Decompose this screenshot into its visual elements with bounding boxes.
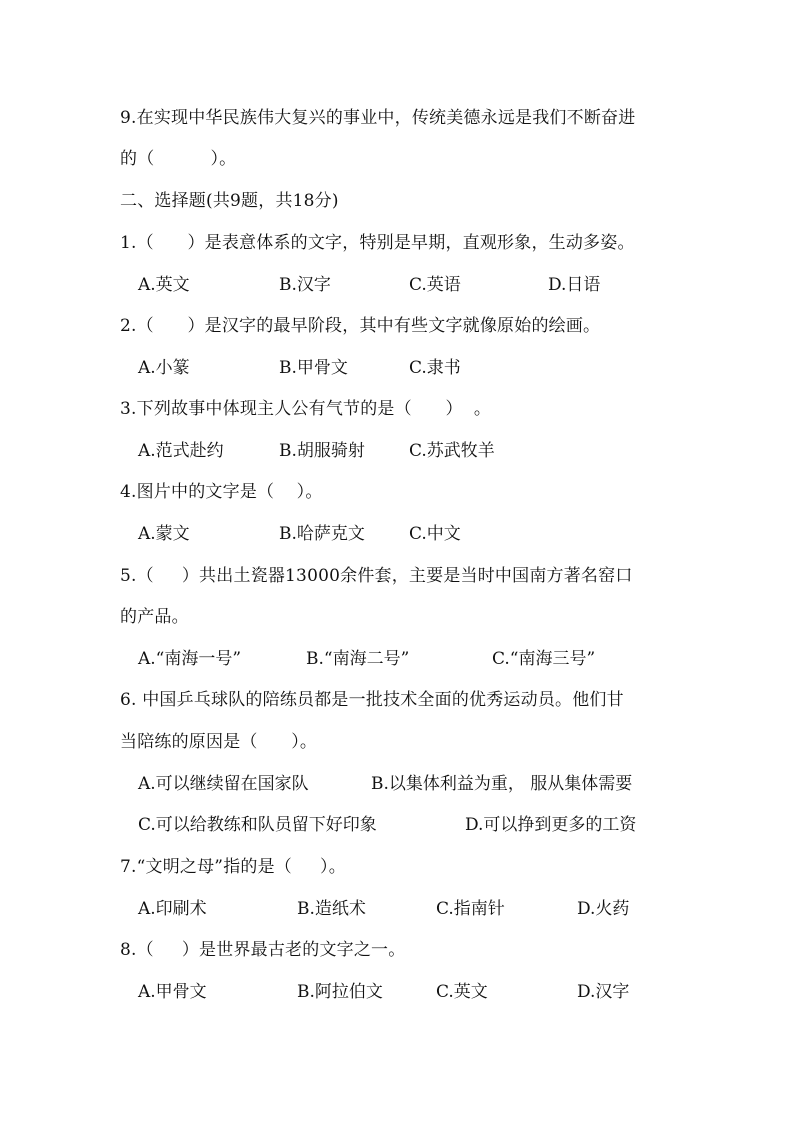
question-7-option-c: C.指南针 <box>436 899 505 919</box>
question-3-option-b: B.胡服骑射 <box>279 441 365 461</box>
question-6-stem: 6. 中国乒乓球队的陪练员都是一批技术全面的优秀运动员。他们甘 <box>120 690 624 710</box>
question-1-stem: 1.（ ）是表意体系的文字，特别是早期，直观形象，生动多姿。 <box>120 233 635 253</box>
question-7-option-d: D.火药 <box>577 899 630 919</box>
question-5-stem: 5.（ ）共出土瓷器13000余件套，主要是当时中国南方著名窑口 <box>120 566 633 586</box>
question-1-option-c: C.英语 <box>409 275 461 295</box>
question-6-option-d: D.可以挣到更多的工资 <box>465 815 637 835</box>
question-2-option-c: C.隶书 <box>409 358 461 378</box>
question-7-option-a: A.印刷术 <box>138 899 207 919</box>
question-5-option-a: A.“南海一号” <box>138 649 242 669</box>
question-4-option-b: B.哈萨克文 <box>279 524 365 544</box>
section-title: 二、选择题(共9题，共18分) <box>120 191 339 211</box>
question-1-option-d: D.日语 <box>548 275 601 295</box>
question-4-option-c: C.中文 <box>409 524 461 544</box>
question-6-option-a: A.可以继续留在国家队 <box>138 774 309 794</box>
question-5-stem-continued: 的产品。 <box>120 607 189 627</box>
question-8-option-b: B.阿拉伯文 <box>297 982 383 1002</box>
question-8-stem: 8.（ ）是世界最古老的文字之一。 <box>120 940 406 960</box>
question-3-option-a: A.范式赴约 <box>138 441 224 461</box>
question-3-option-c: C.苏武牧羊 <box>409 441 495 461</box>
question-2-stem: 2.（ ）是汉字的最早阶段，其中有些文字就像原始的绘画。 <box>120 316 601 336</box>
question-6-stem-continued: 当陪练的原因是（ ）。 <box>120 732 318 752</box>
question-3-stem: 3.下列故事中体现主人公有气节的是（ ） 。 <box>120 399 492 419</box>
question-7-option-b: B.造纸术 <box>297 899 366 919</box>
question-8-option-a: A.甲骨文 <box>138 982 207 1002</box>
question-9-stem-continued: 的（ ）。 <box>120 149 237 169</box>
question-9-stem: 9.在实现中华民族伟大复兴的事业中，传统美德永远是我们不断奋进 <box>120 108 636 128</box>
question-1-option-a: A.英文 <box>138 275 190 295</box>
question-7-stem: 7.“文明之母”指的是（ ）。 <box>120 857 346 877</box>
question-5-option-c: C.“南海三号” <box>492 649 596 669</box>
question-2-option-b: B.甲骨文 <box>279 358 348 378</box>
question-8-option-d: D.汉字 <box>577 982 630 1002</box>
question-2-option-a: A.小篆 <box>138 358 190 378</box>
question-4-stem: 4.图片中的文字是（ ）。 <box>120 482 323 502</box>
question-4-option-a: A.蒙文 <box>138 524 190 544</box>
question-6-option-b: B.以集体利益为重， 服从集体需要 <box>371 774 633 794</box>
question-1-option-b: B.汉字 <box>279 275 331 295</box>
question-8-option-c: C.英文 <box>436 982 488 1002</box>
question-6-option-c: C.可以给教练和队员留下好印象 <box>138 815 377 835</box>
question-5-option-b: B.“南海二号” <box>306 649 410 669</box>
